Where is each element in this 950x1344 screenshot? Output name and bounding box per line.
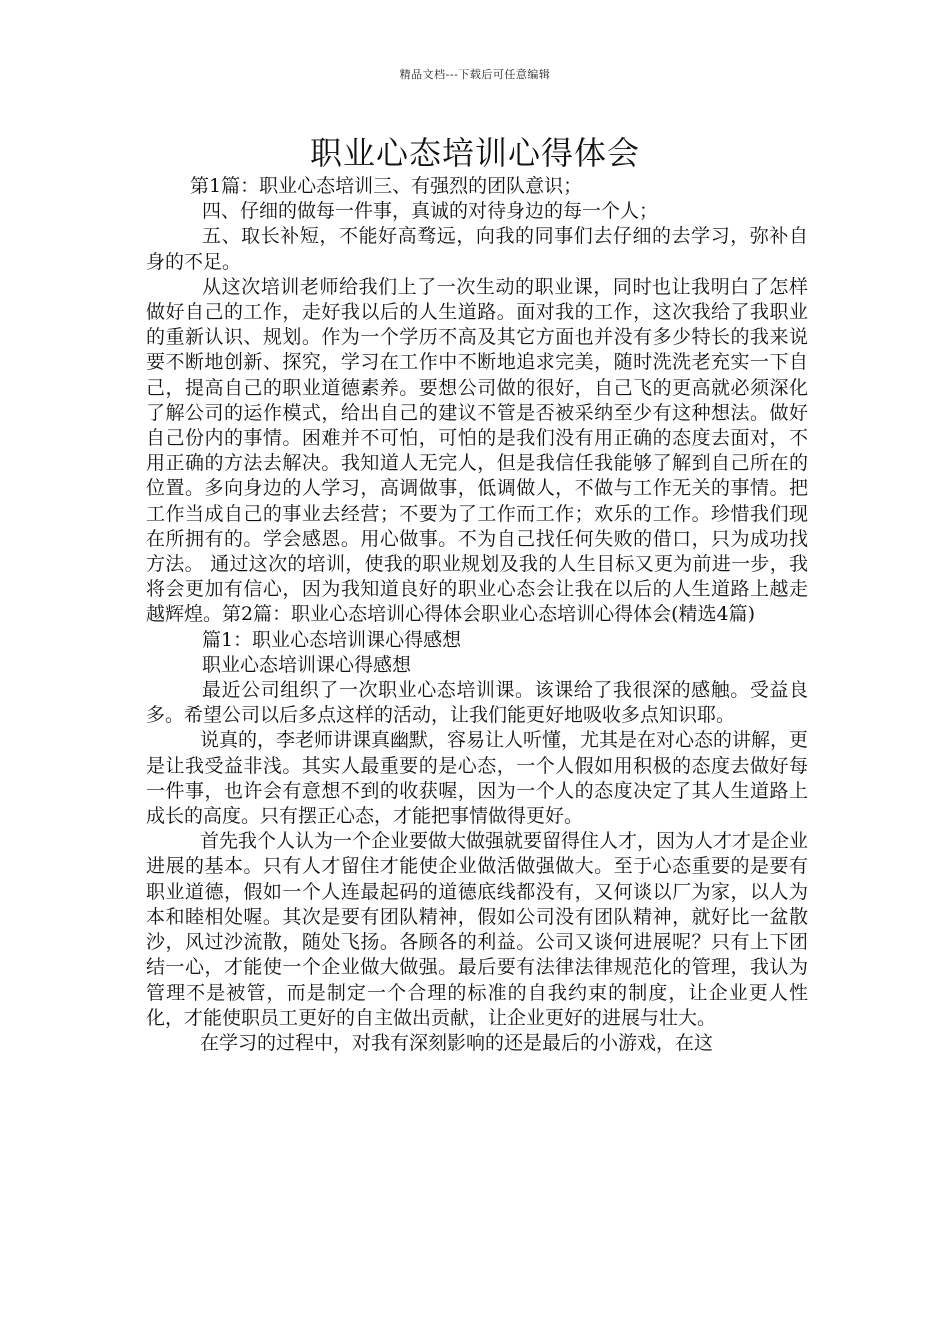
paragraph-9: 首先我个人认为一个企业要做大做强就要留得住人才，因为人才才是企业进展的基本。只有人才留住才能使企业做活做强做大。至于心态重要的是要有职业道德，假如一个人连最起码的道德底线都没有，又何谈以厂为家，以人为本和睦相处喔。其次是要有团队精神，假如公司没有团队精神，就好比一盆散沙，风过沙流散，随处飞扬。各顾各的利益。公司又谈何进展呢？只有上下团结一心，才能使一个企业做大做强。最后要有法律法律规范化的管理，我认为管理不是被管，而是制定一个合理的标准的自我约束的制度，让企业更人性化，才能使职员工更好的自主做出贡献，让企业更好的进展与壮大。 (146, 830, 809, 1029)
paragraph-3: 五、取长补短，不能好高骛远，向我的同事们去仔细的去学习，弥补自身的不足。 (146, 225, 808, 273)
paragraph-7: 最近公司组织了一次职业心态培训课。该课给了我很深的感触。受益良多。希望公司以后多点这样的活动，让我们能更好地吸收多点知识耶。 (146, 679, 808, 727)
paragraph-5: 篇1：职业心态培训课心得感想 (202, 628, 462, 651)
document-body (146, 174, 808, 1056)
paragraph-1: 第1篇：职业心态培训三、有强烈的团队意识； (190, 175, 583, 197)
document-title: 职业心态培训心得体会 (309, 134, 640, 172)
paragraph-2: 四、仔细的做每一件事，真诚的对待身边的每一个人； (202, 200, 659, 223)
paragraph-8: 说真的，李老师讲课真幽默，容易让人听懂，尤其是在对心态的讲解，更是让我受益非浅。其实人最重要的是心态，一个人假如用积极的态度去做好每一件事，也许会有意想不到的收获喔，因为一个人的态度决定了其人生道路上成长的高度。只有摆正心态，才能把事情做得更好。 (146, 729, 809, 828)
paragraph-4: 从这次培训老师给我们上了一次生动的职业课，同时也让我明白了怎样做好自己的工作，走好我以后的人生道路。面对我的工作，这次我给了我职业的重新认识、规划。作为一个学历不高及其它方面也并没有多少特长的我来说要不断地创新、探究，学习在工作中不断地追求完美，随时洗洗老充实一下自己，提高自己的职业道德素养。要想公司做的很好，自己飞的更高就必须深化了解公司的运作模式，给出自己的建议不管是否被采纳至少有这种想法。做好自己份内的事情。困难并不可怕，可怕的是我们没有用正确的态度去面对，不用正确的方法去解决。我知道人无完人，但是我信任我能够了解到自己所在的位置。多向身边的人学习，高调做事，低调做人，不做与工作无关的事情。把工作当成自己的事业去经营；不要为了工作而工作；欢乐的工作。珍惜我们现在所拥有的。学会感恩。用心做事。不为自己找任何失败的借口，只为成功找方法。 通过这次的培训，使我的职业规划及我的人生目标又更为前进一步，我将会更加有信心，因为我知道良好的职业心态会让我在以后的人生道路上越走越辉煌。第2篇：职业心态培训心得体会职业心态培训心得体会(精选4篇) (146, 275, 808, 626)
paragraph-6: 职业心态培训课心得感想 (202, 653, 412, 676)
page-header-note: 精品文档---下载后可任意编辑 (399, 68, 551, 81)
paragraph-10: 在学习的过程中，对我有深刻影响的还是最后的小游戏，在这 (200, 1031, 714, 1054)
